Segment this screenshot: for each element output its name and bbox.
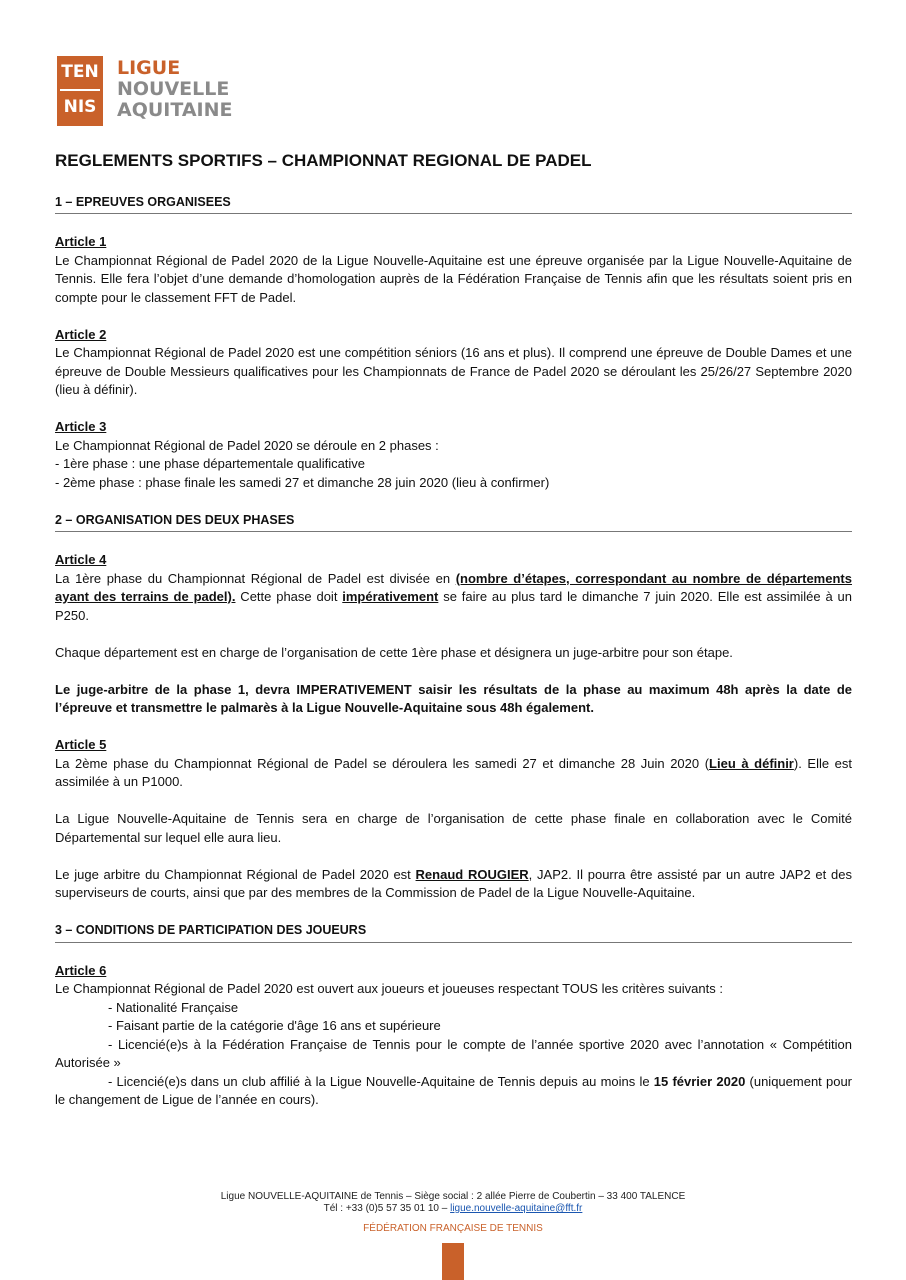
article-6-criterion-4-c: (uniquement pour le changement de Ligue de l’année en cours). <box>55 1073 853 1107</box>
footer-accent-bar <box>442 1243 464 1280</box>
article-5-paragraph-3 <box>55 866 852 903</box>
section-heading-2: 2 – ORGANISATION DES DEUX PHASES <box>55 511 852 533</box>
article-3-line-3: - 2ème phase : phase finale les samedi 27 et dimanche 28 juin 2020 (lieu à confirmer) <box>55 474 550 490</box>
article-5-heading: Article 5 <box>55 737 107 752</box>
article-3-line-2: - 1ère phase : une phase départementale qualificative <box>55 456 366 471</box>
logo-line-2: NOUVELLE <box>117 78 230 100</box>
article-6-criterion-4-a: - Licencié(e)s dans un club affilié à la Ligue Nouvelle-Aquitaine de Tennis depuis au moins le <box>108 1073 654 1089</box>
page-footer <box>0 1191 906 1235</box>
logo-box-top: TEN <box>60 56 100 91</box>
article-5-text-a: La 2ème phase du Championnat Régional de Padel se déroulera les samedi 27 et dimanche 28 Juin 2020 ( <box>55 755 710 771</box>
article-4-paragraph-3: Le juge-arbitre de la phase 1, devra IMPERATIVEMENT saisir les résultats de la phase au maximum 48h après la date de l’épreuve et transmettre le palmarès à la Ligue Nouvelle-Aquitaine sous 48h également. <box>55 681 852 715</box>
article-5-paragraph-1 <box>55 755 852 792</box>
article-5-text-c: ). Elle est assimilée à un P1000. <box>55 755 852 789</box>
article-5-emphasis-location: Lieu à définir <box>709 755 794 771</box>
article-4-text-e: se faire au plus tard le dimanche 7 juin 2020. Elle est assimilée à un P250. <box>55 589 852 623</box>
article-6-criterion-4-date: 15 février 2020 <box>653 1073 746 1089</box>
article-4-text-c: Cette phase doit <box>235 589 343 604</box>
article-4-emphasis-stages: (nombre d’étapes, correspondant au nombre de départements ayant des terrains de padel). <box>55 570 852 604</box>
article-3-heading: Article 3 <box>55 419 107 434</box>
article-5-text-3c: , JAP2. Il pourra être assisté par un autre JAP2 et des superviseurs de courts, ainsi que par des membres de la Commission de Padel de la Ligue Nouvelle-Aquitaine. <box>55 866 852 900</box>
league-logo <box>57 56 257 128</box>
footer-address: Ligue NOUVELLE-AQUITAINE de Tennis – Siège social : 2 allée Pierre de Coubertin – 33 400 TALENCE <box>220 1191 686 1202</box>
footer-contact <box>0 1203 906 1215</box>
section-heading-1: 1 – EPREUVES ORGANISEES <box>55 193 852 215</box>
logo-wordmark <box>117 58 233 121</box>
logo-line-3: AQUITAINE <box>117 99 233 121</box>
logo-tennis-box <box>57 56 103 126</box>
article-3-line-1: Le Championnat Régional de Padel 2020 se déroule en 2 phases : <box>55 437 439 453</box>
article-4-paragraph-2: Chaque département est en charge de l’organisation de cette 1ère phase et désignera un juge-arbitre pour son étape. <box>55 644 733 660</box>
article-6-heading: Article 6 <box>55 962 107 978</box>
logo-box-bottom: NIS <box>63 97 97 117</box>
document-title: REGLEMENTS SPORTIFS – CHAMPIONNAT REGIONAL DE PADEL <box>55 151 592 170</box>
article-6-criterion-4 <box>55 1073 852 1110</box>
logo-line-1: LIGUE <box>117 57 181 79</box>
article-4-heading: Article 4 <box>55 552 107 567</box>
article-2-text: Le Championnat Régional de Padel 2020 est une compétition séniors (16 ans et plus). Il comprend une épreuve de Double Dames et une épreuve de Double Messieurs qualificatives pour les Championnats de France de Padel 2020 se déroulant les 25/26/27 Septembre 2020 (lieu à définir). <box>55 345 852 397</box>
article-5-text-3a: Le juge arbitre du Championnat Régional de Padel 2020 est <box>55 866 416 882</box>
article-6-criterion-3: - Licencié(e)s à la Fédération Française de Tennis pour le compte de l’année sportive 2020 avec l’annotation « Compétition Autorisée » <box>55 1036 852 1070</box>
article-5-paragraph-2: La Ligue Nouvelle-Aquitaine de Tennis sera en charge de l’organisation de cette phase finale en collaboration avec le Comité Départemental sur lequel elle aura lieu. <box>55 811 852 845</box>
footer-phone: Tél : +33 (0)5 57 35 01 10 – <box>323 1203 451 1214</box>
footer-email-link[interactable]: ligue.nouvelle-aquitaine@fft.fr <box>450 1203 583 1214</box>
article-6-criterion-2: - Faisant partie de la catégorie d'âge 16 ans et supérieure <box>108 1018 441 1033</box>
article-4-text-a: La 1ère phase du Championnat Régional de Padel est divisée en <box>55 570 456 586</box>
article-6-intro: Le Championnat Régional de Padel 2020 est ouvert aux joueurs et joueuses respectant TOUS les critères suivants : <box>55 981 723 996</box>
article-1-heading: Article 1 <box>55 234 107 249</box>
footer-federation: FÉDÉRATION FRANÇAISE DE TENNIS <box>363 1223 543 1234</box>
article-4-emphasis-imperatively: impérativement <box>342 589 439 604</box>
article-2-heading: Article 2 <box>55 326 107 342</box>
article-6-criterion-1: - Nationalité Française <box>108 999 239 1015</box>
article-4-paragraph-1 <box>55 570 852 626</box>
document-body <box>55 152 852 1110</box>
article-1-text: Le Championnat Régional de Padel 2020 de la Ligue Nouvelle-Aquitaine est une épreuve organisée par la Ligue Nouvelle-Aquitaine de Tennis. Elle fera l’objet d’une demande d’homologation auprès de la Fédération Française de Tennis afin que les résultats soient pris en compte pour le classement FFT de Padel. <box>55 252 852 305</box>
article-5-referee-name: Renaud ROUGIER <box>415 866 529 882</box>
section-heading-3: 3 – CONDITIONS DE PARTICIPATION DES JOUEURS <box>55 921 852 943</box>
